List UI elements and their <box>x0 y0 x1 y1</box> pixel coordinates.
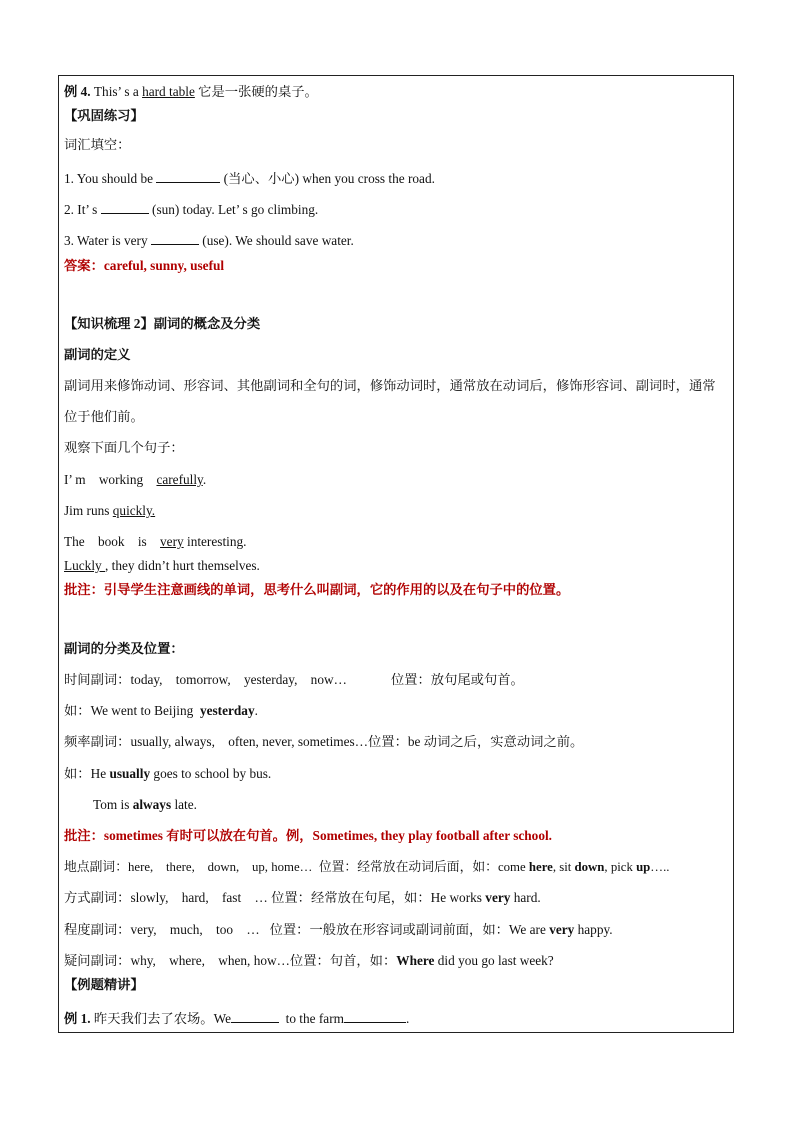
time-example: 如：We went to Beijing yesterday. <box>64 703 258 718</box>
degree-adverbs: 程度副词：very, much, too … 位置：一般放在形容词或副词前面，如：We are very happy. <box>64 922 613 937</box>
sentence-3: The book is very interesting. <box>64 534 247 549</box>
classification-heading: 副词的分类及位置： <box>64 641 184 656</box>
sentence-1: I’ m working carefully. <box>64 472 207 487</box>
practice-heading: 【巩固练习】 <box>64 108 144 123</box>
question-1: 1. You should be (当心、小心) when you cross the road. <box>64 171 435 186</box>
definition-heading: 副词的定义 <box>64 347 131 362</box>
frequency-adverbs: 频率副词：usually, always, often, never, sometimes…位置：be 动词之后，实意动词之前。 <box>64 734 584 749</box>
answer-blank[interactable] <box>101 201 149 214</box>
example-4: 例 4. This’ s a hard table 它是一张硬的桌子。 <box>64 84 318 99</box>
frequency-example-1: 如：He usually goes to school by bus. <box>64 766 272 781</box>
answer-key: 答案：careful, sunny, useful <box>64 258 225 273</box>
question-3: 3. Water is very (use). We should save water. <box>64 233 354 248</box>
annotation-2: 批注：sometimes 有时可以放在句首。例，Sometimes, they play football after school. <box>64 828 552 843</box>
answer-blank[interactable] <box>151 232 199 245</box>
knowledge-2-heading: 【知识梳理 2】副词的概念及分类 <box>64 316 261 331</box>
definition-text: 副词用来修饰动词、形容词、其他副词和全句的词，修饰动词时，通常放在动词后，修饰形容词、副词时，通常位于他们前。 <box>64 378 716 424</box>
observe-prompt: 观察下面几个句子： <box>64 440 184 455</box>
manner-adverbs: 方式副词：slowly, hard, fast … 位置：经常放在句尾，如：He works very hard. <box>64 890 541 905</box>
interrogative-adverbs: 疑问副词：why, where, when, how…位置：句首，如：Where did you go last week? <box>64 953 554 968</box>
answer-blank[interactable] <box>231 1010 279 1023</box>
example-1: 例 1. 昨天我们去了农场。We to the farm . <box>64 1011 410 1026</box>
sentence-4: Luckly , they didn’t hurt themselves. <box>64 558 260 573</box>
question-2: 2. It’ s (sun) today. Let’ s go climbing. <box>64 202 319 217</box>
frequency-example-2: Tom is always late. <box>93 797 197 812</box>
vocab-fill-label: 词汇填空： <box>64 137 131 152</box>
place-adverbs: 地点副词：here, there, down, up, home… 位置：经常放在动词后面，如：come here, sit down, pick up….. <box>64 860 670 874</box>
answer-blank[interactable] <box>344 1010 406 1023</box>
sentence-2: Jim runs quickly. <box>64 503 156 518</box>
examples-heading: 【例题精讲】 <box>64 977 144 992</box>
time-adverbs: 时间副词：today, tomorrow, yesterday, now… 位置：放句尾或句首。 <box>64 672 524 687</box>
answer-blank[interactable] <box>156 170 220 183</box>
annotation-1: 批注：引导学生注意画线的单词，思考什么叫副词，它的作用的以及在句子中的位置。 <box>64 582 570 597</box>
